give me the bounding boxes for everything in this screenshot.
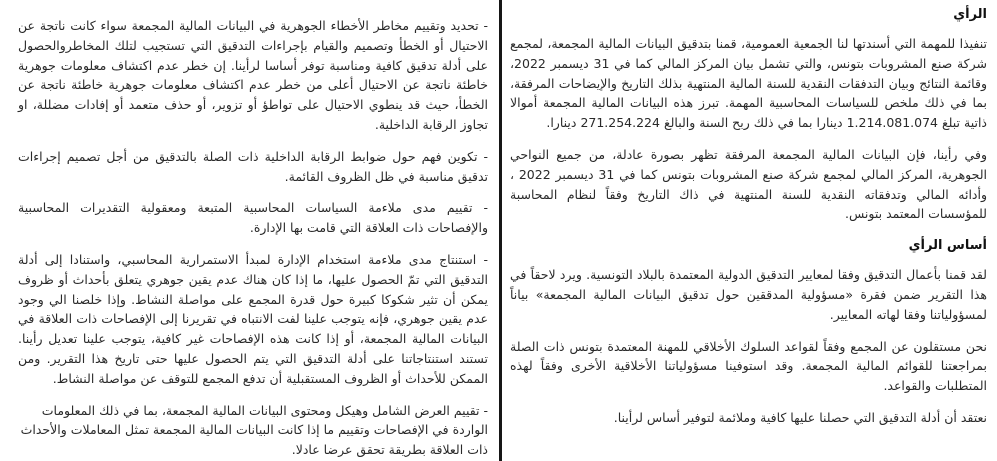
opinion-heading: الرأي [953, 7, 987, 22]
right-column [510, 0, 987, 428]
responsibility-bullet-internal-control: - تكوين فهم حول ضوابط الرقابة الداخلية ذات الصلة بالتدقيق من أجل تصميم إجراءات تدقيق مناسبة في ظل الظروف القائمة. [18, 148, 488, 184]
responsibility-bullet-overall-presentation: - تقييم العرض الشامل وهيكل ومحتوى البيانات المالية المجمعة، بما في ذلك المعلومات الواردة في الإفصاحات وتقييم ما إذا كانت البيانات المالية المجمعة تمثل المعاملات والأحداث ذات العلاقة بطريقة تحقق عرضا عادلا. [20, 402, 488, 458]
basis-of-opinion-heading: أساس الرأي [908, 238, 987, 254]
responsibility-bullet-accounting-policies: - تقييم مدى ملاءمة السياسات المحاسبية المتبعة ومعقولية التقديرات المحاسبية والإفصاحات ذات العلاقة التي قامت بها الإدارة. [18, 200, 488, 236]
responsibility-bullet-risk-assessment: - تحديد وتقييم مخاطر الأخطاء الجوهرية في البيانات المالية المجمعة سواء كانت ناتجة عن الاحتيال أو الخطأ وتصميم والقيام بإجراءات التدقيق التي تستجيب لتلك المخاطروالحصول على أدلة تدقيق كافية ومناسبة توفر أساسا لرأينا. إن خطر عدم اكتشاف معلومات جوهرية خاطئة ناتجة عن الاحتيال أعلى من خطر عدم اكتشاف معلومات جوهرية خاطئة ناتجة عن الخطأ، حيث قد ينطوي الاحتيال على تواطؤ أو تزوير، أو حذف متعمد أو إفادات مضللة، او تجاوز الرقابة الداخلية. [18, 18, 488, 132]
left-column [18, 0, 488, 460]
opinion-paragraph-engagement: تنفيذا للمهمة التي أسندتها لنا الجمعية العمومية، قمنا بتدقيق البيانات المالية المجمعة، لمجمع شركة صنع المشروبات بتونس، والتي تشمل بيان المركز المالي كما في 31 ديسمبر 2022، وقائمة النتائج وبيان التدفقات النقدية للسنة المالية المنتهية بذلك التاريخ والإيضاحات المرفقة، بما في ذلك ملخص للسياسات المحاسبية المهمة. تبرز هذه البيانات المالية المجمعة أموالا ذاتية تبلغ 1.214.081.074 دينارا بما في ذلك ربح السنة والبالغ 271.254.224 دينارا. [510, 36, 987, 131]
column-divider [499, 0, 502, 461]
opinion-paragraph-fair-presentation: وفي رأينا، فإن البيانات المالية المجمعة المرفقة تظهر بصورة عادلة، من جميع النواحي الجوهرية، المركز المالي لمجمع شركة صنع المشروبات بتونس كما في 31 ديسمبر 2022 ، وأدائه المالي وتدفقاته النقدية للسنة المنتهية في ذاك التاريخ وفقاً لنظام المحاسبة للمؤسسات المعتمد بتونس. [510, 146, 987, 222]
basis-paragraph-standards: لقد قمنا بأعمال التدقيق وفقا لمعايير التدقيق الدولية المعتمدة بالبلاد التونسية. ويرد لاحقاً في هذا التقرير ضمن فقرة «مسؤولية المدققين حول تدقيق البيانات المالية المجمعة» بياناً لمسؤولياتنا وفقا لهاته المعايير. [510, 267, 987, 322]
responsibility-bullet-going-concern: - استنتاج مدى ملاءمة استخدام الإدارة لمبدأ الاستمرارية المحاسبي، واستنادا إلى أدلة التدقيق التي تمّ الحصول عليها، ما إذا كان هناك عدم يقين جوهري يتعلق بأحداث أو ظروف يمكن أن تثير شكوكا كبيرة حول قدرة المجمع على مواصلة النشاط. وإذا خلصنا الي وجود عدم يقين جوهري، فإنه يتوجب علينا لفت الانتباه في تقريرنا إلى الإفصاحات ذات العلاقة في البيانات المالية المجمعة، أو إذا كانت هذه الإفصاحات غير كافية، يتوجب علينا تعديل رأينا. تستند استنتاجاتنا على أدلة التدقيق التي يتم الحصول عليها حتى تاريخ هذا التقرير. ومن الممكن للأحداث أو الظروف المستقبلية أن تدفع المجمع للتوقف عن مواصلة النشاط. [18, 251, 488, 386]
basis-paragraph-independence: نحن مستقلون عن المجمع وفقاً لقواعد السلوك الأخلاقي للمهنة المعتمدة بتونس ذات الصلة بمراجعتنا للقوائم المالية المجمعة. وقد استوفينا مسؤولياتنا الأخلاقية الأخرى وفقاً لهذه المتطلبات والقواعد. [510, 338, 987, 394]
basis-paragraph-sufficiency: نعتقد أن أدلة التدقيق التي حصلنا عليها كافية وملائمة لتوفير أساس لرأينا. [613, 409, 987, 425]
